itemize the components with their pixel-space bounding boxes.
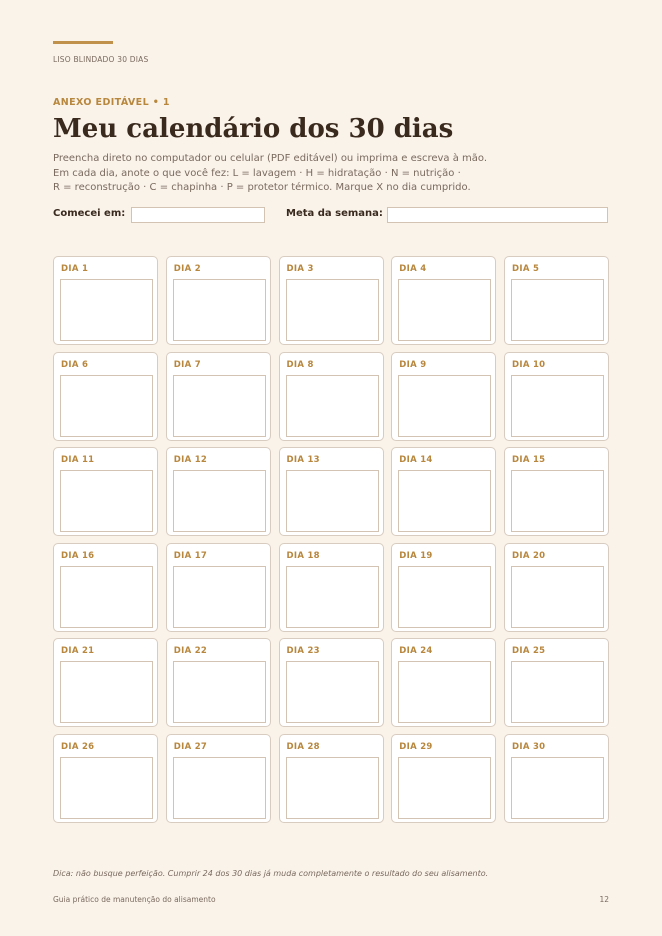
day-entry-field[interactable]: [60, 279, 153, 341]
day-label: DIA 18: [286, 550, 320, 561]
day-entry-field[interactable]: [286, 470, 379, 532]
day-entry-field[interactable]: [60, 375, 153, 437]
day-label: DIA 25: [512, 646, 546, 657]
start-date-label: Comecei em:: [53, 208, 126, 219]
form-fields: [53, 207, 609, 225]
day-label: DIA 30: [512, 742, 546, 752]
day-entry-field[interactable]: [173, 375, 266, 437]
day-card: [391, 447, 496, 536]
day-card: [391, 638, 496, 727]
accent-bar: [53, 41, 113, 44]
day-entry-field[interactable]: [286, 279, 379, 341]
day-card: [504, 543, 609, 632]
tip-text: Dica: não busque perfeição. Cumprir 24 dos 30 dias já muda completamente o resultado do seu alisamento.: [53, 869, 489, 878]
day-entry-field[interactable]: [511, 279, 604, 341]
day-entry-field[interactable]: [286, 661, 379, 723]
day-label: DIA 12: [173, 455, 208, 466]
day-card: [279, 256, 384, 345]
day-entry-field[interactable]: [398, 566, 491, 628]
day-card: [504, 447, 609, 536]
day-entry-field[interactable]: [286, 375, 379, 437]
day-entry-field[interactable]: [398, 375, 491, 437]
day-card: [279, 447, 384, 536]
day-label: DIA 19: [399, 550, 433, 561]
day-entry-field[interactable]: [286, 566, 379, 628]
day-label: DIA 14: [399, 455, 433, 466]
day-card: [504, 734, 609, 823]
day-label: DIA 4: [399, 264, 427, 274]
day-entry-field[interactable]: [173, 757, 266, 819]
day-entry-field[interactable]: [60, 470, 153, 532]
day-label: DIA 27: [173, 742, 208, 752]
day-label: DIA 29: [399, 742, 433, 752]
day-label: DIA 13: [286, 455, 320, 466]
day-entry-field[interactable]: [60, 757, 153, 819]
day-label: DIA 11: [61, 455, 95, 466]
day-entry-field[interactable]: [173, 279, 266, 341]
footer-title: Guia prático de manutenção do alisamento: [53, 895, 216, 904]
day-entry-field[interactable]: [511, 470, 604, 532]
day-card: [504, 256, 609, 345]
instructions-line-2: Em cada dia, anote o que você fez: L = lavagem · H = hidratação · N = nutrição ·: [53, 167, 461, 179]
instructions-line-1: Preencha direto no computador ou celular (PDF editável) ou imprima e escreva à mão.: [53, 153, 488, 164]
day-entry-field[interactable]: [173, 661, 266, 723]
day-label: DIA 10: [512, 359, 546, 370]
day-label: DIA 20: [512, 550, 546, 561]
day-card: [391, 734, 496, 823]
day-card: [279, 543, 384, 632]
day-label: DIA 9: [399, 359, 427, 370]
day-card: [166, 734, 271, 823]
day-label: DIA 3: [286, 264, 314, 274]
day-card: [504, 638, 609, 727]
day-entry-field[interactable]: [398, 279, 491, 341]
page-number: 12: [599, 895, 609, 904]
day-card: [391, 352, 496, 441]
day-label: DIA 26: [61, 742, 95, 752]
day-card: [166, 447, 271, 536]
day-entry-field[interactable]: [511, 375, 604, 437]
day-entry-field[interactable]: [173, 566, 266, 628]
day-card: [166, 638, 271, 727]
day-entry-field[interactable]: [60, 566, 153, 628]
day-label: DIA 24: [399, 646, 433, 657]
day-label: DIA 17: [173, 550, 208, 561]
annex-label: ANEXO EDITÁVEL • 1: [53, 97, 170, 108]
day-card: [53, 734, 158, 823]
day-label: DIA 28: [286, 742, 320, 752]
day-card: [53, 256, 158, 345]
day-label: DIA 2: [173, 264, 201, 274]
day-label: DIA 15: [512, 455, 546, 466]
day-card: [166, 352, 271, 441]
page-title: Meu calendário dos 30 dias: [53, 114, 454, 144]
weekly-goal-field[interactable]: [387, 207, 608, 223]
day-card: [279, 734, 384, 823]
day-entry-field[interactable]: [398, 757, 491, 819]
day-entry-field[interactable]: [511, 566, 604, 628]
day-entry-field[interactable]: [511, 661, 604, 723]
day-label: DIA 23: [286, 646, 320, 657]
day-card: [391, 543, 496, 632]
day-card: [53, 447, 158, 536]
day-entry-field[interactable]: [60, 661, 153, 723]
day-card: [504, 352, 609, 441]
day-entry-field[interactable]: [511, 757, 604, 819]
day-label: DIA 7: [173, 359, 201, 370]
day-entry-field[interactable]: [398, 470, 491, 532]
day-entry-field[interactable]: [398, 661, 491, 723]
day-card: [391, 256, 496, 345]
day-entry-field[interactable]: [173, 470, 266, 532]
weekly-goal-label: Meta da semana:: [286, 208, 383, 219]
brand-label: LISO BLINDADO 30 DIAS: [53, 55, 149, 64]
day-label: DIA 5: [512, 264, 540, 274]
day-card: [53, 352, 158, 441]
instructions-line-3: R = reconstrução · C = chapinha · P = protetor térmico. Marque X no dia cumprido.: [53, 182, 471, 193]
day-card: [166, 543, 271, 632]
start-date-field[interactable]: [131, 207, 265, 223]
day-label: DIA 21: [61, 646, 95, 657]
day-card: [53, 543, 158, 632]
day-label: DIA 6: [61, 359, 89, 370]
day-entry-field[interactable]: [286, 757, 379, 819]
day-card: [53, 638, 158, 727]
day-label: DIA 16: [61, 550, 95, 561]
instructions: [53, 152, 573, 196]
day-card: [166, 256, 271, 345]
day-card: [279, 638, 384, 727]
day-label: DIA 22: [173, 646, 208, 657]
day-label: DIA 1: [61, 264, 89, 274]
day-card: [279, 352, 384, 441]
day-label: DIA 8: [286, 359, 314, 370]
